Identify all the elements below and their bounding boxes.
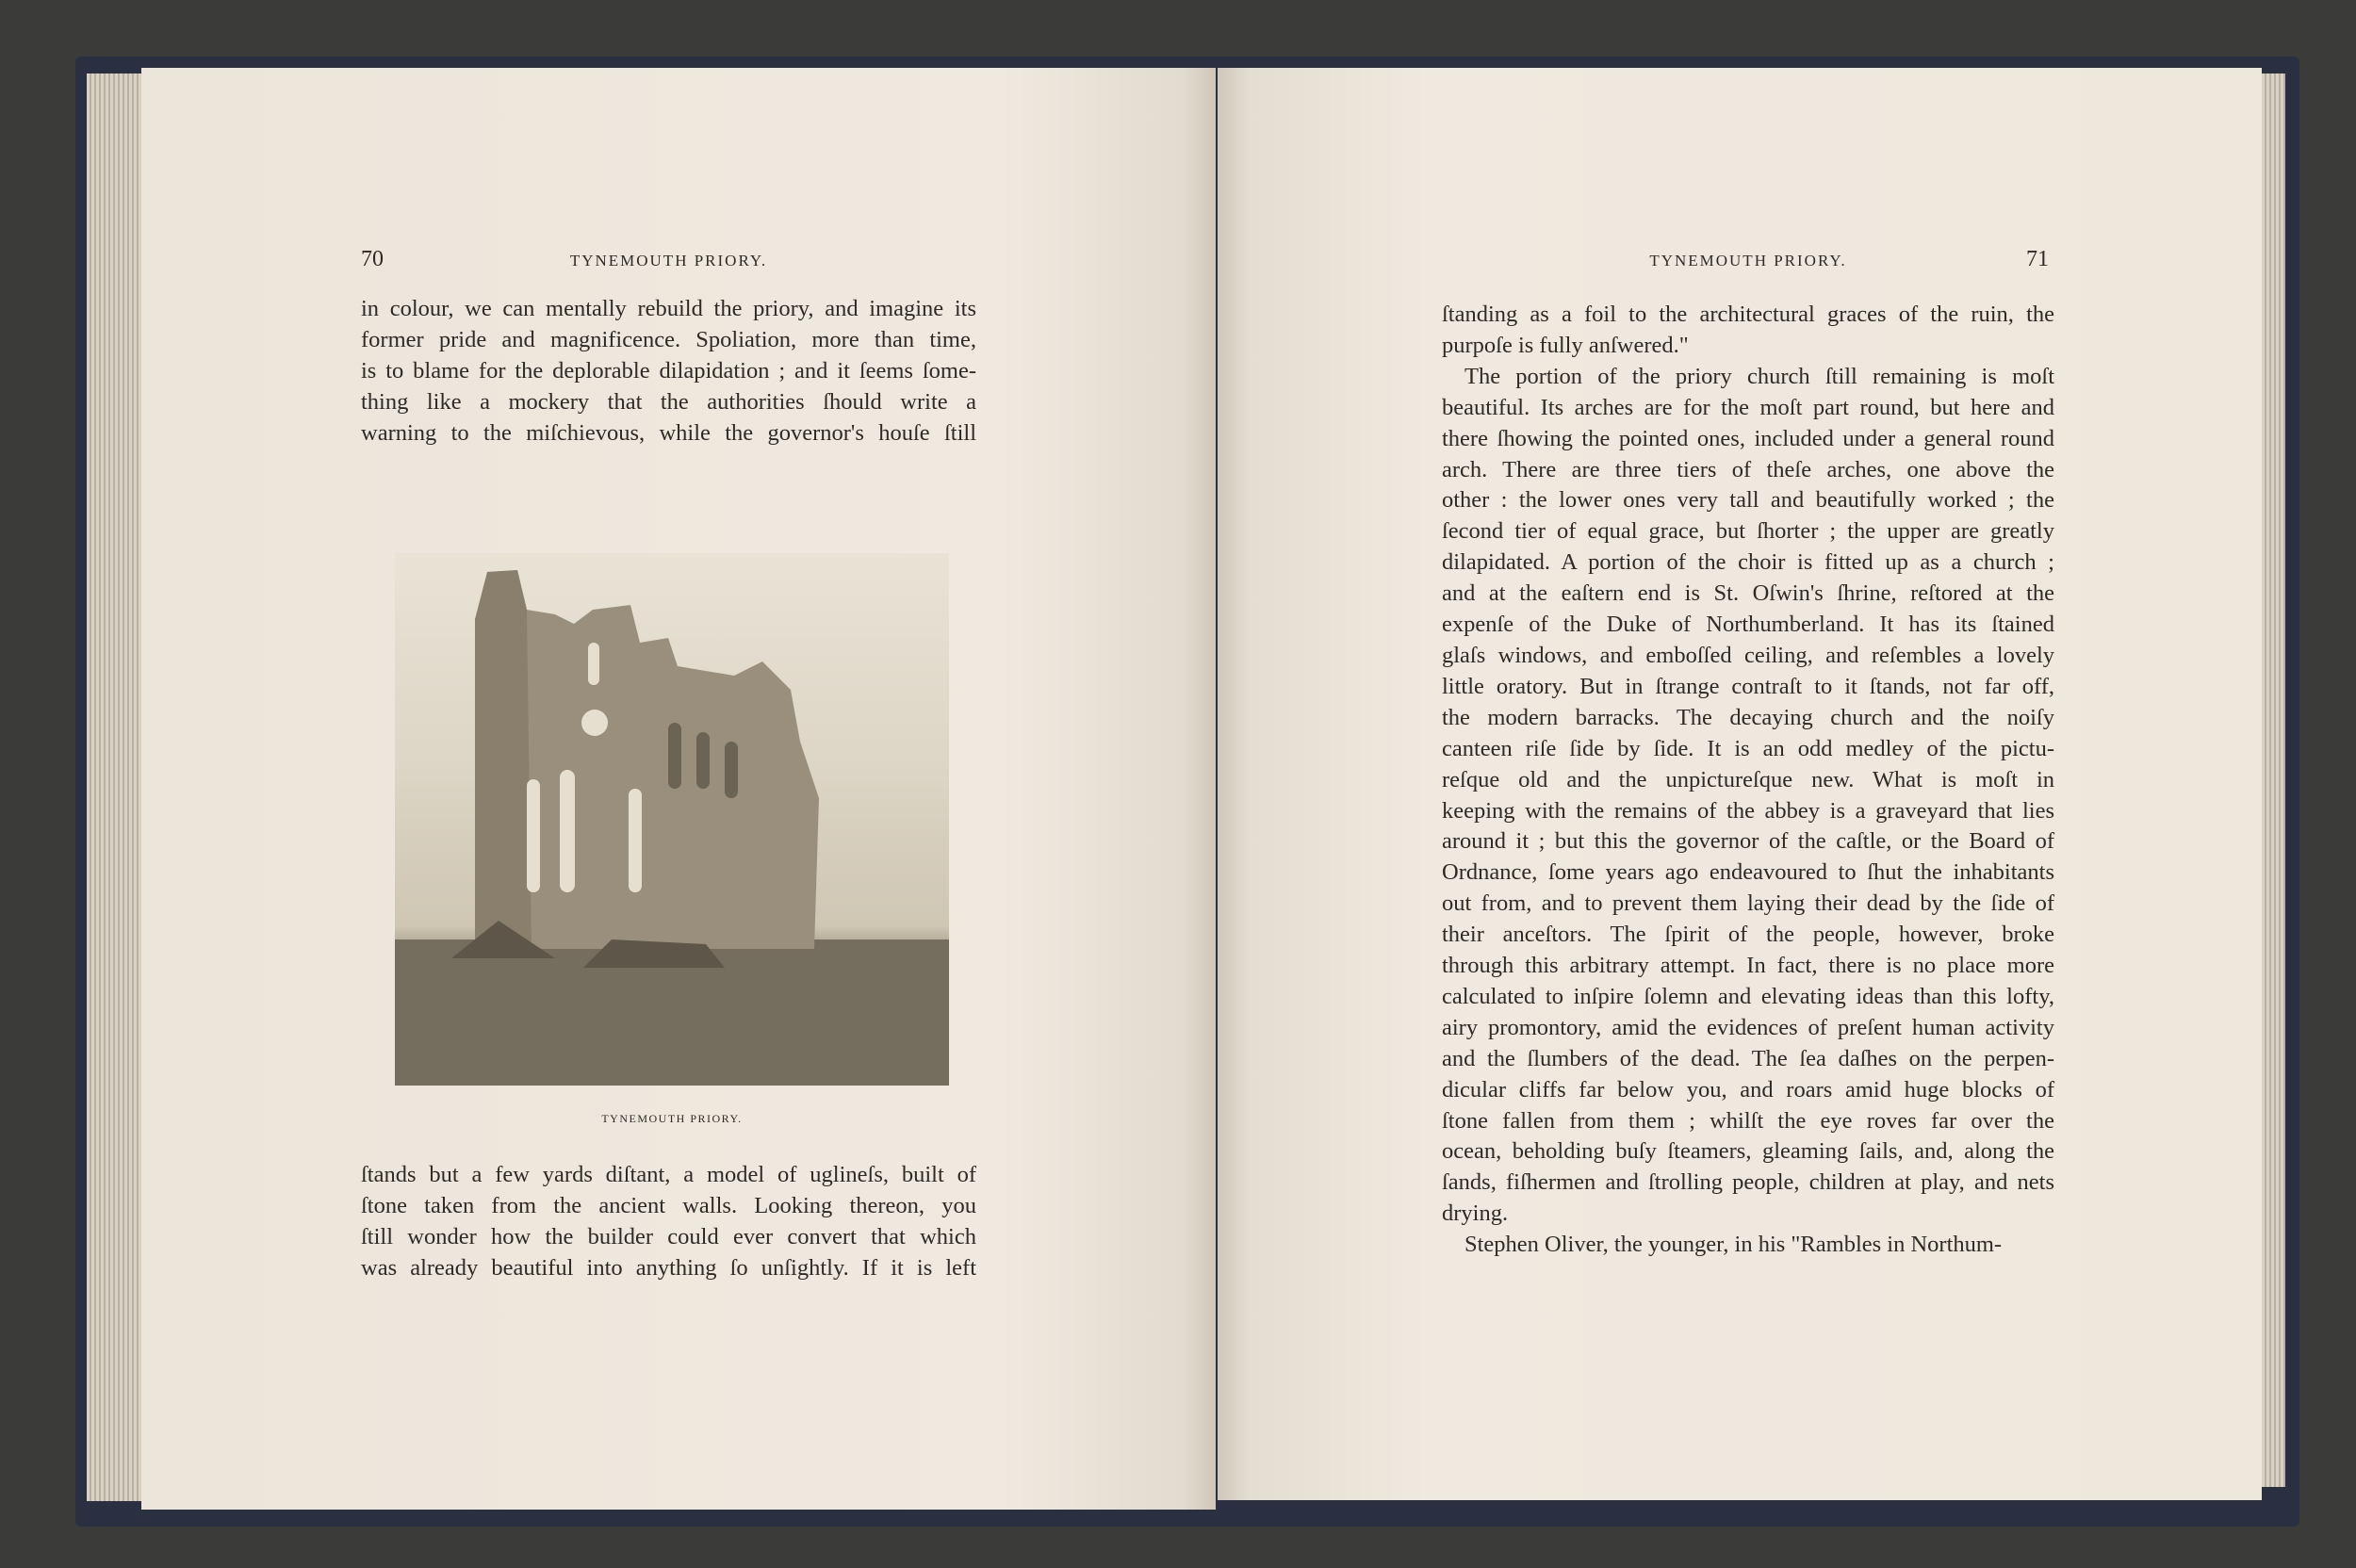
text-line: the modern barracks. The decaying church and the noiſy [1442, 704, 2054, 730]
text-line: former pride and magnificence. Spoliation, more than time, [361, 326, 976, 352]
text-line: ſecond tier of equal grace, but ſhorter ; the upper are greatly [1442, 518, 2054, 545]
text-line: out from, and to prevent them laying their dead by the ſide of [1442, 890, 2054, 917]
right-text [1442, 300, 2054, 1261]
text-line: airy promontory, amid the evidences of preſent human activity [1442, 1014, 2054, 1040]
text-line: canteen riſe ſide by ſide. It is an odd medley of the pictu- [1442, 735, 2054, 761]
text-line: ſtanding as a foil to the architectural graces of the ruin, the [1442, 302, 2054, 327]
text-line: dilapidated. A portion of the choir is fitted up as a church ; [1442, 549, 2054, 576]
text-line: calculated to inſpire ſolemn and elevating ideas than this lofty, [1442, 983, 2054, 1009]
text-line: Ordnance, ſome years ago endeavoured to ſhut the inhabitants [1442, 859, 2054, 886]
plate-caption: TYNEMOUTH PRIORY. [601, 1112, 743, 1125]
text-line: ſtone fallen from them ; whilſt the eye roves far over the [1442, 1107, 2054, 1134]
text-line: in colour, we can mentally rebuild the priory, and imagine its [361, 296, 976, 321]
page-number-left: 70 [361, 247, 384, 271]
left-bottom-text [361, 1160, 976, 1284]
text-line: ocean, beholding buſy ſteamers, gleaming ſails, and, along the [1442, 1138, 2054, 1165]
text-line: glaſs windows, and emboſſed ceiling, and reſembles a lovely [1442, 642, 2054, 668]
text-line: thing like a mockery that the authorities ſhould write a [361, 388, 976, 415]
text-line: their anceſtors. The ſpirit of the people, however, broke [1442, 922, 2054, 948]
text-line: drying. [1442, 1200, 1509, 1227]
text-line: was already beautiful into anything ſo unſightly. If it is left [361, 1254, 976, 1281]
page-number-right: 71 [2026, 247, 2049, 271]
text-line: keeping with the remains of the abbey is a graveyard that lies [1442, 797, 2054, 824]
text-line: is to blame for the deplorable dilapidation ; and it ſeems ſome- [361, 357, 976, 384]
text-line: around it ; but this the governor of the caſtle, or the Board of [1442, 828, 2054, 855]
running-head-left: TYNEMOUTH PRIORY. [569, 252, 768, 270]
text-line: ſtone taken from the ancient walls. Looking thereon, you [361, 1192, 976, 1218]
running-head-right: TYNEMOUTH PRIORY. [1649, 252, 1847, 270]
text-line: ſands, fiſhermen and ſtrolling people, children at play, and nets [1442, 1169, 2054, 1196]
text-line: warning to the miſchievous, while the governor's houſe ſtill [361, 419, 976, 446]
text-line: through this arbitrary attempt. In fact, there is no place more [1442, 953, 2054, 979]
ruin-illustration [395, 553, 949, 1086]
text-line: other : the lower ones very tall and beautifully worked ; the [1442, 487, 2054, 514]
priory-photograph [395, 553, 949, 1086]
text-line: ſtill wonder how the builder could ever convert that which [361, 1223, 976, 1250]
text-line: arch. There are three tiers of theſe arches, one above the [1442, 456, 2054, 482]
text-line: there ſhowing the pointed ones, included under a general round [1442, 425, 2054, 451]
text-line: The portion of the priory church ſtill remaining is moſt [1464, 363, 2054, 389]
text-line: reſque old and the unpictureſque new. What is moſt in [1442, 766, 2054, 792]
text-line: and the ſlumbers of the dead. The ſea daſhes on the perpen- [1442, 1045, 2054, 1071]
text-line: dicular cliffs far below you, and roars amid huge blocks of [1442, 1076, 2054, 1102]
text-line: Stephen Oliver, the younger, in his "Rambles in Northum- [1464, 1232, 2003, 1258]
text-line: little oratory. But in ſtrange contraſt to it ſtands, not far off, [1442, 673, 2054, 699]
text-line: purpoſe is fully anſwered." [1442, 332, 1689, 358]
text-line: ſtands but a few yards diſtant, a model of uglineſs, built of [361, 1162, 976, 1187]
text-line: beautiful. Its arches are for the moſt part round, but here and [1442, 394, 2054, 420]
left-top-text [361, 294, 976, 449]
text-line: expenſe of the Duke of Northumberland. It has its ſtained [1442, 612, 2054, 638]
text-line: and at the eaſtern end is St. Oſwin's ſhrine, reſtored at the [1442, 580, 2054, 607]
